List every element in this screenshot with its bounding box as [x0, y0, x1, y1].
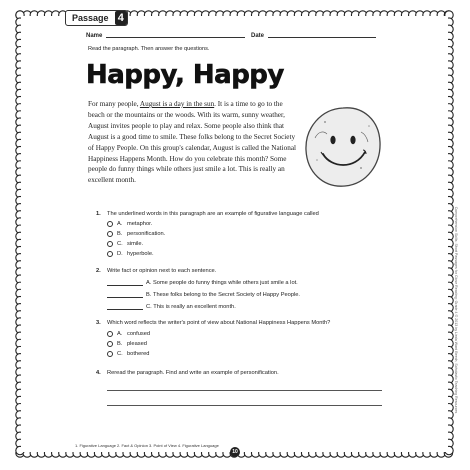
- radio-circle-icon[interactable]: [107, 231, 113, 237]
- answer-option[interactable]: [107, 331, 150, 337]
- option-text: bothered: [127, 351, 150, 357]
- answer-option[interactable]: [107, 221, 152, 227]
- question-text: Reread the paragraph. Find and write an example of personification.: [107, 370, 279, 376]
- option-text: These folks belong to the Secret Society of Happy People.: [152, 292, 300, 298]
- answer-option[interactable]: [107, 231, 165, 237]
- answer-option[interactable]: [107, 351, 149, 357]
- answer-option[interactable]: [107, 241, 143, 247]
- option-text: This is really an excellent month.: [153, 304, 236, 310]
- date-field[interactable]: [268, 31, 376, 38]
- option-letter: C.: [117, 241, 123, 247]
- question-number: 1.: [96, 211, 101, 217]
- reading-paragraph: [88, 99, 300, 186]
- fact-opinion-item: [107, 292, 300, 298]
- option-letter: A.: [146, 280, 152, 286]
- question-number: 2.: [96, 268, 101, 274]
- answer-blank[interactable]: [107, 304, 143, 310]
- passage-label: Passage: [72, 13, 109, 23]
- radio-circle-icon[interactable]: [107, 241, 113, 247]
- question-number: 4.: [96, 370, 101, 376]
- paragraph-start: For many people,: [88, 100, 140, 108]
- radio-circle-icon[interactable]: [107, 351, 113, 357]
- footer-skills: 1. Figurative Language 2. Fact & Opinion 3. Point of View 4. Figurative Language: [75, 443, 219, 448]
- side-credit: Comprehension Skills: Short Passages for Close Reading: Grade 4 © 2013 by Linda Ward Beech, Scholastic Teaching Resources: [454, 206, 458, 414]
- question-text: The underlined words in this paragraph are an example of figurative language called: [107, 211, 319, 217]
- smiley-sun-icon: [303, 98, 383, 194]
- fact-opinion-item: [107, 304, 236, 310]
- answer-line[interactable]: [107, 389, 382, 391]
- option-text: hyperbole.: [127, 251, 154, 257]
- question-text: Write fact or opinion next to each sentence.: [107, 268, 217, 274]
- name-label: Name: [86, 33, 103, 39]
- option-text: confused: [127, 331, 151, 337]
- paragraph-rest: . It is a time to go to the beach or the mountains or the woods. With its warm, sunny weather, August invites people to play and relax. Some people also think that August is a good time to smile. These folks belong to the Secret Society of Happy People. On this group's calendar, August is called the National Happiness Happens Month. How do you celebrate this month? Some people do funny things while others just smile a lot. This is really an excellent month.: [88, 100, 297, 185]
- answer-option[interactable]: [107, 341, 147, 347]
- option-letter: B.: [146, 292, 152, 298]
- page-title: Happy, Happy: [86, 60, 284, 90]
- option-letter: B.: [117, 341, 123, 347]
- option-letter: C.: [117, 351, 123, 357]
- passage-number: 4: [115, 11, 127, 25]
- option-letter: B.: [117, 231, 123, 237]
- option-letter: D.: [117, 251, 123, 257]
- underlined-phrase: August is a day in the sun: [139, 100, 215, 108]
- answer-blank[interactable]: [107, 292, 143, 298]
- radio-circle-icon[interactable]: [107, 221, 113, 227]
- option-text: pleased: [127, 341, 147, 347]
- passage-tab: [65, 10, 128, 26]
- question-number: 3.: [96, 320, 101, 326]
- option-letter: A.: [117, 221, 123, 227]
- option-text: Some people do funny things while others just smile a lot.: [152, 280, 298, 286]
- radio-circle-icon[interactable]: [107, 341, 113, 347]
- answer-option[interactable]: [107, 251, 154, 257]
- name-date-row: [86, 31, 376, 39]
- option-letter: A.: [117, 331, 123, 337]
- page-number: 10: [230, 447, 240, 457]
- radio-circle-icon[interactable]: [107, 251, 113, 257]
- option-letter: C.: [146, 304, 152, 310]
- answer-blank[interactable]: [107, 280, 143, 286]
- question-text: Which word reflects the writer's point of view about National Happiness Happens Month?: [107, 320, 331, 326]
- option-text: metaphor.: [127, 221, 153, 227]
- radio-circle-icon[interactable]: [107, 331, 113, 337]
- date-label: Date: [250, 33, 264, 39]
- option-text: personification.: [127, 231, 166, 237]
- instructions: Read the paragraph. Then answer the questions.: [88, 46, 210, 52]
- fact-opinion-item: [107, 280, 298, 286]
- answer-line[interactable]: [107, 404, 382, 406]
- name-field[interactable]: [106, 31, 245, 38]
- option-text: simile.: [127, 241, 144, 247]
